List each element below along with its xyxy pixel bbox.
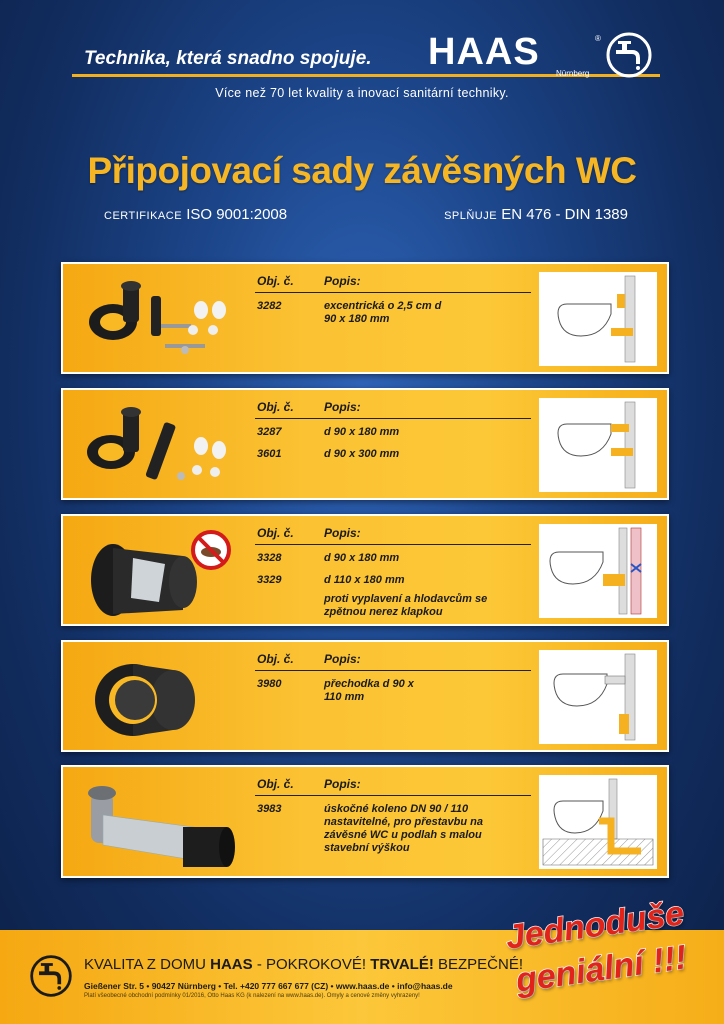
installation-diagram bbox=[539, 650, 657, 744]
slogan: Technika, která snadno spojuje. bbox=[84, 48, 372, 69]
logo-wordmark: HAAS bbox=[428, 31, 540, 73]
column-desc-header: Popis: bbox=[324, 400, 361, 414]
product-code: 3328 bbox=[257, 552, 282, 564]
tagline: Více než 70 let kvality a inovací sanitární techniky. bbox=[215, 86, 509, 100]
connection-set-image bbox=[73, 775, 248, 871]
footer-claim bbox=[84, 956, 523, 973]
faucet-emblem-icon bbox=[604, 30, 654, 80]
product-description: d 90 x 300 mm bbox=[324, 448, 400, 460]
connection-set-image bbox=[73, 650, 248, 746]
column-code-header: Obj. č. bbox=[257, 526, 294, 540]
product-card bbox=[61, 765, 669, 878]
installation-diagram bbox=[539, 775, 657, 869]
product-description: přechodka d 90 x 110 mm bbox=[324, 678, 414, 703]
column-code-header: Obj. č. bbox=[257, 777, 294, 791]
product-description: úskočné koleno DN 90 / 110 nastavitelné, pro přestavbu na závěsné WC u podlah s malou stavební výškou bbox=[324, 803, 483, 854]
connection-set-image bbox=[73, 398, 248, 494]
footer-quality: KVALITA Z DOMU bbox=[84, 956, 206, 973]
product-description: excentrická o 2,5 cm d 90 x 180 mm bbox=[324, 300, 442, 325]
product-description: d 110 x 180 mm bbox=[324, 574, 405, 586]
column-desc-header: Popis: bbox=[324, 652, 361, 666]
norm-value: EN 476 - DIN 1389 bbox=[501, 206, 628, 223]
product-card bbox=[61, 388, 669, 500]
footer-claim-1: - POKROKOVÉ! bbox=[256, 956, 367, 973]
product-code: 3287 bbox=[257, 426, 282, 438]
connection-set-image bbox=[73, 524, 248, 620]
product-description: d 90 x 180 mm bbox=[324, 552, 400, 564]
certification bbox=[104, 206, 287, 223]
logo-registered-mark: ® bbox=[595, 34, 601, 43]
column-code-header: Obj. č. bbox=[257, 652, 294, 666]
header-divider bbox=[255, 544, 531, 545]
column-desc-header: Popis: bbox=[324, 274, 361, 288]
installation-diagram bbox=[539, 272, 657, 366]
footer-brand: HAAS bbox=[210, 956, 253, 973]
column-desc-header: Popis: bbox=[324, 777, 361, 791]
footer-claim-2: TRVALÉ! bbox=[370, 956, 434, 973]
installation-diagram bbox=[539, 398, 657, 492]
logo-city: Nürnberg bbox=[556, 69, 590, 78]
footer-fine-print: Platí všeobecné obchodní podmínky 01/2016, Otto Haas KG (k nalezení na www.haas.de). Omyly a cenové změny vyhrazeny! bbox=[84, 993, 420, 999]
column-desc-header: Popis: bbox=[324, 526, 361, 540]
norm-compliance bbox=[444, 206, 628, 223]
header bbox=[0, 0, 724, 110]
faucet-emblem-icon bbox=[28, 953, 74, 999]
product-card bbox=[61, 262, 669, 374]
certification-value: ISO 9001:2008 bbox=[186, 206, 288, 223]
stamp-line-1: Jednoduše bbox=[503, 894, 687, 957]
header-divider bbox=[255, 292, 531, 293]
product-card bbox=[61, 640, 669, 752]
stamp-line-2: geniální !!! bbox=[513, 938, 689, 1000]
footer-claim-3: BEZPEČNÉ! bbox=[438, 956, 524, 973]
footer-address: Gießener Str. 5 • 90427 Nürnberg • Tel. +420 777 667 677 (CZ) • www.haas.de • info@haas.de bbox=[84, 981, 453, 991]
certification-label: CERTIFIKACE bbox=[104, 210, 183, 222]
product-code: 3983 bbox=[257, 803, 282, 815]
page-title: Připojovací sady závěsných WC bbox=[87, 150, 637, 191]
norm-label: SPLŇUJE bbox=[444, 210, 498, 222]
column-code-header: Obj. č. bbox=[257, 400, 294, 414]
product-code: 3601 bbox=[257, 448, 282, 460]
product-card bbox=[61, 514, 669, 626]
product-code: 3282 bbox=[257, 300, 282, 312]
haas-logo bbox=[428, 30, 664, 86]
product-code: 3980 bbox=[257, 678, 282, 690]
header-divider bbox=[255, 795, 531, 796]
column-code-header: Obj. č. bbox=[257, 274, 294, 288]
product-note: proti vyplavení a hlodavcům se zpětnou nerez klapkou bbox=[324, 593, 488, 618]
header-divider bbox=[255, 418, 531, 419]
header-divider bbox=[255, 670, 531, 671]
product-description: d 90 x 180 mm bbox=[324, 426, 400, 438]
product-code: 3329 bbox=[257, 574, 282, 586]
installation-diagram bbox=[539, 524, 657, 618]
connection-set-image bbox=[73, 272, 248, 368]
